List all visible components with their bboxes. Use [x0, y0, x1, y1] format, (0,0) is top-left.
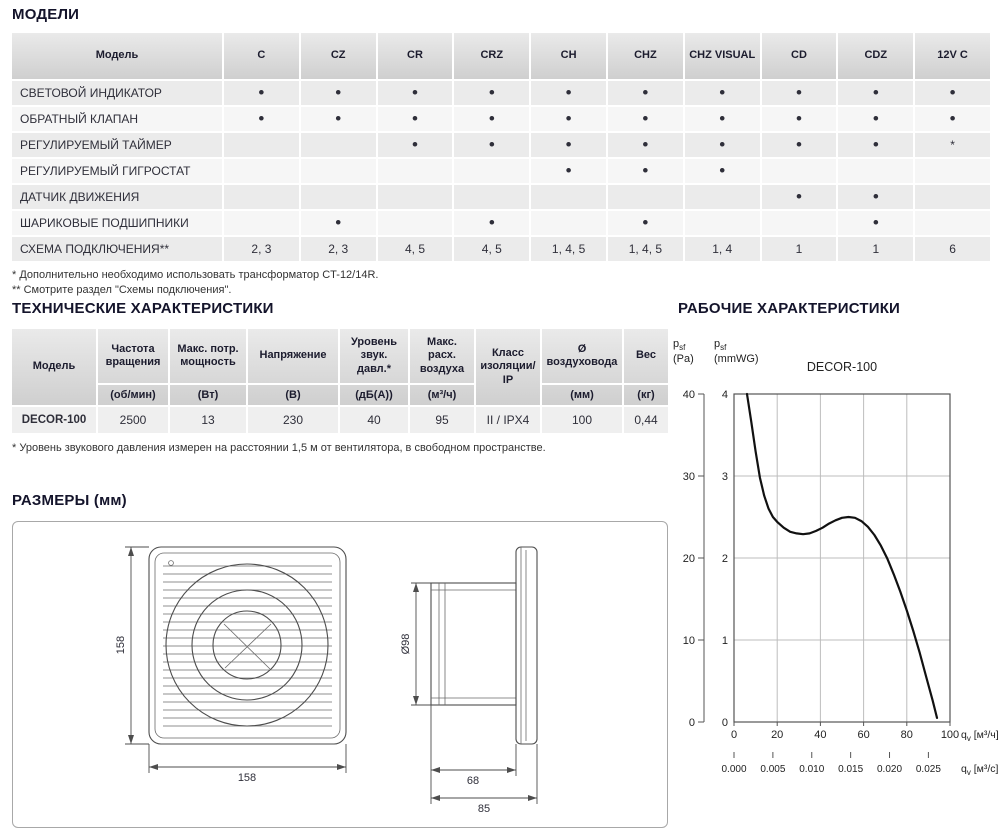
feature-cell: • — [838, 133, 913, 157]
feature-cell: * — [915, 133, 990, 157]
feature-label: ОБРАТНЫЙ КЛАПАН — [12, 107, 222, 131]
feature-cell: • — [762, 107, 837, 131]
tech-column-header — [476, 329, 540, 405]
tech-column-header — [170, 329, 246, 405]
feature-cell — [378, 185, 453, 209]
feature-cell — [915, 211, 990, 235]
feature-label: РЕГУЛИРУЕМЫЙ ГИГРОСТАТ — [12, 159, 222, 183]
feature-cell — [762, 159, 837, 183]
tech-column-header — [12, 329, 96, 405]
y-tick-pa: 40 — [682, 389, 695, 401]
duct-length-dimension: 68 — [466, 775, 480, 787]
models-column-header: Модель — [12, 33, 222, 79]
feature-cell: • — [608, 81, 683, 105]
feature-cell: • — [301, 81, 376, 105]
y-tick-pa: 30 — [682, 471, 695, 483]
feature-cell — [762, 211, 837, 235]
feature-cell: 2, 3 — [224, 237, 299, 261]
feature-cell: • — [608, 211, 683, 235]
performance-heading: РАБОЧИЕ ХАРАКТЕРИСТИКИ — [678, 300, 901, 317]
feature-label: ДАТЧИК ДВИЖЕНИЯ — [12, 185, 222, 209]
models-table-row — [12, 237, 990, 261]
feature-cell: • — [762, 133, 837, 157]
feature-cell — [301, 133, 376, 157]
feature-cell — [378, 159, 453, 183]
feature-cell: • — [762, 81, 837, 105]
feature-cell: • — [301, 211, 376, 235]
tech-table-header — [12, 329, 668, 405]
models-table-row — [12, 185, 990, 209]
feature-cell: • — [531, 81, 606, 105]
tech-column-title: Уровень звук. давл.* — [350, 336, 397, 375]
tech-column-unit: (В) — [248, 383, 338, 405]
performance-chart — [670, 329, 1000, 799]
fan-front-view — [149, 547, 346, 744]
feature-cell: • — [454, 81, 529, 105]
x-tick-m3h: 40 — [814, 729, 827, 741]
feature-cell — [685, 185, 760, 209]
fan-side-view — [431, 547, 537, 744]
feature-cell — [224, 159, 299, 183]
feature-cell — [685, 211, 760, 235]
y-tick-pa: 20 — [682, 553, 695, 565]
x-tick-m3s: 0.005 — [760, 764, 786, 775]
tech-specs-table — [12, 329, 668, 433]
models-table — [12, 33, 990, 261]
models-column-header: CRZ — [454, 33, 529, 79]
tech-column-unit: (мм) — [542, 383, 622, 405]
models-footnote-wiring: ** Смотрите раздел "Схемы подключения". — [12, 284, 232, 296]
tech-column-title: Макс. расх. воздуха — [419, 336, 465, 375]
tech-column-header — [542, 329, 622, 405]
tech-table-body — [12, 407, 668, 433]
x-tick-m3s: 0.000 — [721, 764, 747, 775]
feature-cell: • — [608, 133, 683, 157]
models-column-header: CHZ — [608, 33, 683, 79]
y-axis-mmwg-unit: (mmWG) — [714, 353, 759, 365]
feature-cell: • — [838, 107, 913, 131]
models-footnote-transformer: * Дополнительно необходимо использовать трансформатор CT-12/14R. — [12, 269, 379, 281]
feature-cell: • — [454, 107, 529, 131]
front-width-dimension: 158 — [237, 772, 257, 784]
tech-column-title: Ø воздуховода — [546, 342, 618, 368]
models-footnotes — [12, 269, 990, 296]
dimensions-heading: РАЗМЕРЫ (мм) — [12, 492, 127, 509]
feature-cell: • — [608, 159, 683, 183]
feature-cell — [454, 185, 529, 209]
models-table-header — [12, 33, 990, 79]
feature-cell: • — [838, 211, 913, 235]
feature-cell: • — [531, 133, 606, 157]
front-height-dimension: 158 — [115, 635, 127, 655]
x-tick-m3h: 80 — [900, 729, 913, 741]
feature-cell: • — [915, 107, 990, 131]
y-tick-mmwg: 3 — [721, 471, 728, 483]
models-column-header: CH — [531, 33, 606, 79]
y-tick-mmwg: 4 — [721, 389, 728, 401]
chart-title: DECOR-100 — [806, 360, 878, 374]
feature-cell: • — [378, 81, 453, 105]
tech-column-unit: (дБ(А)) — [340, 383, 408, 405]
feature-cell: • — [838, 81, 913, 105]
feature-cell: 1, 4, 5 — [608, 237, 683, 261]
x-tick-m3h: 20 — [771, 729, 784, 741]
models-table-row — [12, 133, 990, 157]
feature-cell: 4, 5 — [378, 237, 453, 261]
performance-section — [670, 300, 1000, 804]
performance-curve — [747, 394, 937, 718]
y-axis-mmwg-title: $p_{sf}$ — [714, 338, 727, 352]
feature-cell: • — [608, 107, 683, 131]
feature-cell: • — [531, 159, 606, 183]
feature-cell: • — [685, 133, 760, 157]
feature-cell: 6 — [915, 237, 990, 261]
models-table-body — [12, 81, 990, 261]
models-heading: МОДЕЛИ — [12, 6, 80, 23]
y-tick-mmwg: 0 — [721, 717, 728, 729]
feature-cell: 2, 3 — [301, 237, 376, 261]
y-tick-pa: 10 — [682, 635, 695, 647]
tech-cell: 0,44 — [624, 407, 668, 433]
models-section — [12, 6, 990, 296]
models-column-header: C — [224, 33, 299, 79]
duct-diameter-dimension: Ø98 — [400, 633, 412, 655]
models-table-row — [12, 211, 990, 235]
feature-label: ШАРИКОВЫЕ ПОДШИПНИКИ — [12, 211, 222, 235]
tech-column-header — [624, 329, 668, 405]
models-table-row — [12, 107, 990, 131]
feature-cell: • — [378, 133, 453, 157]
tech-column-title: Модель — [32, 360, 76, 373]
feature-cell — [838, 159, 913, 183]
tech-column-unit: (об/мин) — [98, 383, 168, 405]
x-axis-unit-m3s: $q_v$ [м³/с] — [961, 763, 999, 777]
feature-cell: • — [378, 107, 453, 131]
x-tick-m3s: 0.010 — [799, 764, 825, 775]
tech-column-unit: (кг) — [624, 383, 668, 405]
feature-cell: • — [762, 185, 837, 209]
dimensions-section — [12, 492, 668, 828]
tech-column-title: Класс изоляции/ IP — [480, 347, 536, 386]
chart-plot-area — [683, 389, 959, 775]
tech-column-unit: (м³/ч) — [410, 383, 474, 405]
models-column-header: CHZ VISUAL — [685, 33, 760, 79]
feature-label: СВЕТОВОЙ ИНДИКАТОР — [12, 81, 222, 105]
feature-cell — [301, 159, 376, 183]
models-column-header: 12V C — [915, 33, 990, 79]
tech-cell: II / IPX4 — [476, 407, 540, 433]
tech-column-header — [98, 329, 168, 405]
feature-cell: • — [224, 81, 299, 105]
feature-cell: 4, 5 — [454, 237, 529, 261]
tech-footnote: * Уровень звукового давления измерен на расстоянии 1,5 м от вентилятора, в свободном пространстве. — [12, 442, 546, 454]
feature-cell: 1 — [762, 237, 837, 261]
y-tick-mmwg: 2 — [721, 553, 728, 565]
tech-column-title: Напряжение — [259, 349, 327, 362]
tech-cell: DECOR-100 — [12, 407, 96, 433]
total-depth-dimension: 85 — [477, 803, 491, 815]
feature-cell: • — [685, 81, 760, 105]
feature-cell — [915, 185, 990, 209]
x-tick-m3s: 0.025 — [915, 764, 941, 775]
feature-cell: • — [838, 185, 913, 209]
x-tick-m3s: 0.015 — [838, 764, 864, 775]
feature-cell — [378, 211, 453, 235]
feature-cell — [224, 211, 299, 235]
tech-column-title: Частота вращения — [105, 342, 161, 368]
feature-cell: • — [685, 159, 760, 183]
tech-column-unit: (Вт) — [170, 383, 246, 405]
models-column-header: CD — [762, 33, 837, 79]
tech-cell: 230 — [248, 407, 338, 433]
tech-column-title: Вес — [635, 349, 657, 362]
feature-cell: • — [454, 211, 529, 235]
feature-cell: • — [685, 107, 760, 131]
models-column-header: CZ — [301, 33, 376, 79]
y-tick-mmwg: 1 — [721, 635, 728, 647]
feature-label: РЕГУЛИРУЕМЫЙ ТАЙМЕР — [12, 133, 222, 157]
x-tick-m3h: 0 — [730, 729, 738, 741]
tech-column-title: Макс. потр. мощность — [177, 342, 239, 368]
x-tick-m3h: 60 — [857, 729, 870, 741]
tech-cell: 2500 — [98, 407, 168, 433]
tech-cell: 40 — [340, 407, 408, 433]
front-view-dimensions — [115, 547, 346, 784]
dimensions-drawing-box — [12, 521, 668, 828]
screw-icon — [169, 561, 174, 566]
feature-cell: • — [301, 107, 376, 131]
models-table-row — [12, 81, 990, 105]
tech-column-header — [340, 329, 408, 405]
feature-cell — [224, 133, 299, 157]
feature-cell: • — [531, 107, 606, 131]
tech-specs-heading: ТЕХНИЧЕСКИЕ ХАРАКТЕРИСТИКИ — [12, 300, 274, 317]
models-column-header: CR — [378, 33, 453, 79]
y-tick-pa: 0 — [688, 717, 695, 729]
feature-cell — [224, 185, 299, 209]
tech-column-header — [248, 329, 338, 405]
dimensions-drawing — [13, 522, 667, 827]
feature-cell — [915, 159, 990, 183]
feature-label: СХЕМА ПОДКЛЮЧЕНИЯ** — [12, 237, 222, 261]
feature-cell: 1, 4, 5 — [531, 237, 606, 261]
tech-cell: 13 — [170, 407, 246, 433]
tech-specs-section — [12, 300, 668, 454]
tech-cell: 95 — [410, 407, 474, 433]
tech-column-header — [410, 329, 474, 405]
feature-cell: 1 — [838, 237, 913, 261]
tech-cell: 100 — [542, 407, 622, 433]
tech-table-row — [12, 407, 668, 433]
x-axis-unit-m3h: $q_v$ [м³/ч] — [961, 729, 999, 743]
y-axis-pa-title: $p_{sf}$ — [673, 338, 686, 352]
feature-cell — [531, 211, 606, 235]
feature-cell — [608, 185, 683, 209]
feature-cell: • — [915, 81, 990, 105]
feature-cell: • — [224, 107, 299, 131]
y-axis-pa-unit: (Pa) — [673, 353, 694, 365]
feature-cell: 1, 4 — [685, 237, 760, 261]
x-tick-m3h: 100 — [940, 729, 960, 741]
models-column-header: CDZ — [838, 33, 913, 79]
models-table-row — [12, 159, 990, 183]
feature-cell — [531, 185, 606, 209]
feature-cell — [301, 185, 376, 209]
feature-cell — [454, 159, 529, 183]
feature-cell: • — [454, 133, 529, 157]
x-tick-m3s: 0.020 — [877, 764, 903, 775]
